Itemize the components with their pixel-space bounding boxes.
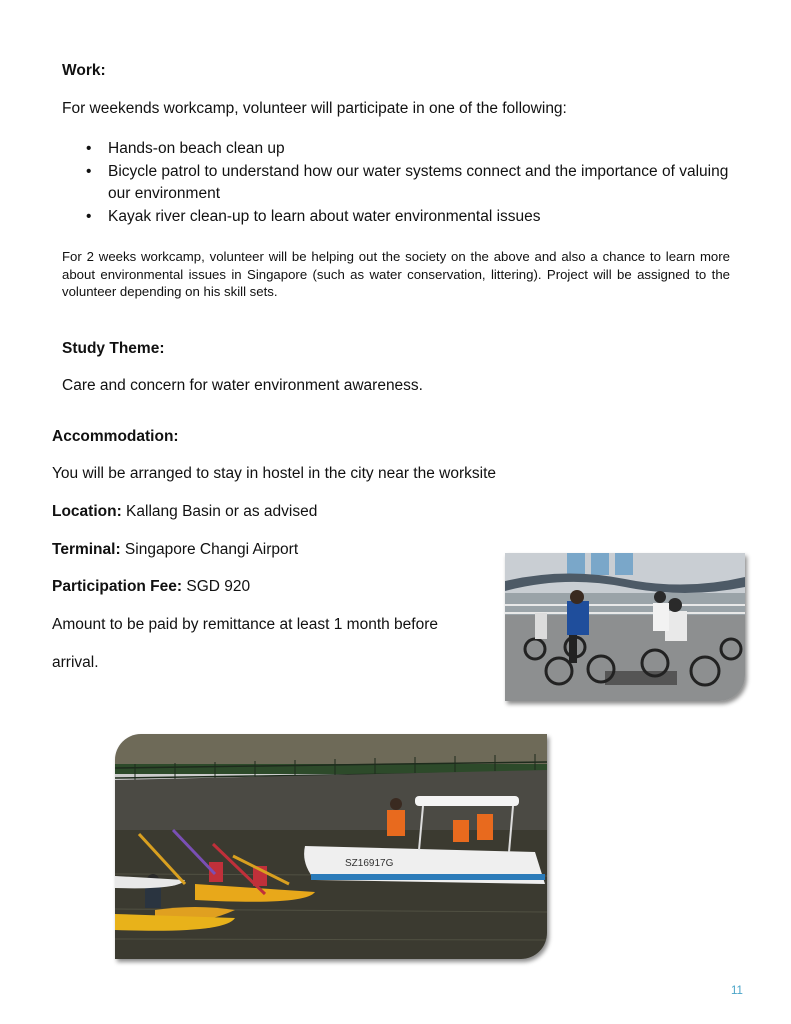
bicycle-patrol-photo [505, 553, 745, 701]
location-line [52, 503, 317, 521]
workcamp-paragraph: For 2 weeks workcamp, volunteer will be helping out the society on the above and also a chance to learn more about environmental issues in Singapore (such as water conservation, littering). Project will be assigned to the volunteer depending on his skill sets. [62, 249, 730, 299]
location-value: Kallang Basin or as advised [121, 503, 318, 520]
location-label: Location: [52, 503, 122, 520]
kayak-cleanup-illustration [115, 734, 547, 959]
payment-line-1: Amount to be paid by remittance at least 1 month before [52, 616, 439, 633]
accommodation-heading: Accommodation: [52, 428, 179, 445]
terminal-line [52, 541, 298, 559]
work-heading: Work: [62, 62, 106, 79]
list-item: • Bicycle patrol to understand how our water systems connect and the importance of valuing our environment [86, 161, 734, 206]
list-item: • Hands-on beach clean up [86, 138, 734, 161]
work-intro: For weekends workcamp, volunteer will participate in one of the following: [62, 100, 567, 117]
payment-line-2: arrival. [52, 654, 99, 671]
fee-line [52, 578, 250, 596]
page-number: 11 [731, 985, 743, 997]
fee-label: Participation Fee: [52, 578, 183, 595]
fee-value: SGD 920 [182, 578, 251, 595]
work-activity-list [86, 138, 734, 228]
boat-registration: SZ16917G [345, 858, 394, 869]
list-item: • Kayak river clean-up to learn about water environmental issues [86, 206, 734, 229]
terminal-label: Terminal: [52, 541, 121, 558]
study-theme-text: Care and concern for water environment awareness. [62, 377, 423, 394]
kayak-cleanup-photo [115, 734, 547, 959]
terminal-value: Singapore Changi Airport [120, 541, 299, 558]
accommodation-text: You will be arranged to stay in hostel in the city near the worksite [52, 465, 497, 482]
study-theme-heading: Study Theme: [62, 340, 165, 357]
bicycle-patrol-illustration [505, 553, 745, 701]
